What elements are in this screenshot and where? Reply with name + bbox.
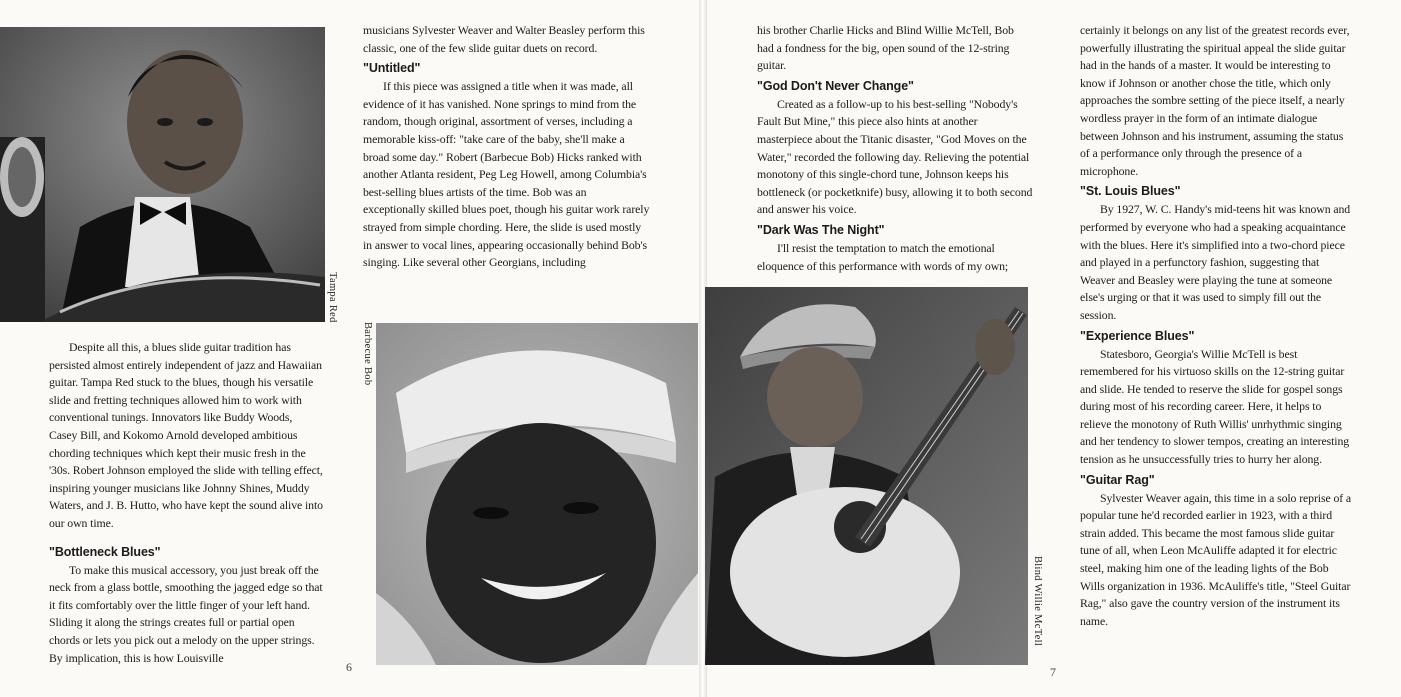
paragraph-god-dont-never-change: Created as a follow-up to his best-selling "Nobody's Fault But Mine," this piece also hints at another masterpiece about the Titanic disaster, "God Moves on the Water," recorded the following day. Relieving the potential monotony of this single-chord tune, Johnson keeps his bottleneck (or pocketknife) busy, allowing it to both second and answer his voice. bbox=[757, 96, 1033, 217]
paragraph-weaver-beasley: musicians Sylvester Weaver and Walter Beasley perform this classic, one of the few slide guitar duets on record. bbox=[363, 23, 645, 55]
heading-experience-blues: "Experience Blues" bbox=[1080, 328, 1195, 343]
heading-guitar-rag: "Guitar Rag" bbox=[1080, 472, 1155, 487]
photo-blind-willie-mctell bbox=[705, 287, 1028, 665]
caption-barbecue-bob: Barbecue Bob bbox=[362, 322, 373, 386]
column-right-d bbox=[1080, 22, 1352, 630]
column-left-a bbox=[49, 339, 323, 667]
page-number-right: 7 bbox=[1050, 665, 1056, 679]
blind-willie-mctell-portrait-image bbox=[705, 287, 1028, 665]
paragraph-slide-tradition: Despite all this, a blues slide guitar tradition has persisted almost entirely independent of jazz and Hawaiian guitar. Tampa Red stuck to the blues, though his versatile slide and fretting techniques allowed him to work with conventional tunings. Innovators like Buddy Woods, Casey Bill, and Kokomo Arnold developed ambitious chording techniques which kept their music fresh in the '30s. Robert Johnson employed the slide with telling effect, inspiring younger musicians like Johnny Shines, Muddy Waters, and J. B. Hutto, who have kept the sound alive into our own time. bbox=[49, 340, 323, 530]
paragraph-st-louis-blues: By 1927, W. C. Handy's mid-teens hit was known and performed by everyone who had a speaking acquaintance with the blues. Here it's simplified into a two-chord piece and played in a perfunctory fashion, suggesting that Weaver and Beasley were playing the tune at someone else's urging or that it was used to simply fill out the session. bbox=[1080, 202, 1351, 322]
caption-blind-willie-mctell: Blind Willie McTell bbox=[1032, 556, 1043, 647]
paragraph-dark-was-the-night: I'll resist the temptation to match the emotional eloquence of this performance with words of my own; bbox=[757, 240, 1009, 273]
barbecue-bob-portrait-image bbox=[376, 323, 698, 665]
page-number-left: 6 bbox=[346, 660, 352, 674]
heading-god-dont-never-change: "God Don't Never Change" bbox=[757, 78, 914, 93]
paragraph-guitar-rag: Sylvester Weaver again, this time in a solo reprise of a popular tune he'd recorded earlier in 1923, with a third strain added. This became the most famous slide guitar tune of all, when Leon McAuliffe adapted it for electric steel, making him one of the leading lights of the Bob Wills organization in 1936. McAuliffe's title, "Steel Guitar Rag," also gave the country version of the instrument its name. bbox=[1080, 490, 1352, 628]
heading-untitled: "Untitled" bbox=[363, 61, 421, 76]
paragraph-untitled: If this piece was assigned a title when it was made, all evidence of it has vanished. None springs to mind from the random, though original, assortment of verses, including a memorable kiss-off: "take care of the baby, she'll make a broad some day." Robert (Barbecue Bob) Hicks ranked with another Atlanta resident, Peg Leg Howell, among Columbia's best-selling blues artists of the time. Bob was an exceptionally skilled blues poet, though his guitar work rarely strayed from simple chording. Here, the slide is used mostly in answer to vocal lines, appearing occasionally behind Bob's singing. Like several other Georgians, including bbox=[363, 79, 650, 270]
heading-st-louis-blues: "St. Louis Blues" bbox=[1080, 184, 1181, 199]
heading-dark-was-the-night: "Dark Was The Night" bbox=[757, 222, 885, 237]
paragraph-bottleneck: To make this musical accessory, you just break off the neck from a glass bottle, smoothing the jagged edge so that it fits comfortably over the little finger of your left hand. Sliding it along the strings creates full or partial open chords or lets you pick out a melody on the upper strings. By implication, this is how Louisville bbox=[49, 562, 323, 665]
column-right-c bbox=[757, 22, 1033, 275]
heading-bottleneck-blues: "Bottleneck Blues" bbox=[49, 544, 161, 559]
paragraph-greatest-records: certainly it belongs on any list of the greatest records ever, powerfully illustrating the spiritual appeal the slide guitar had in the hands of a master. It would be interesting to know if Johnson or another chose the title, which only approaches the sombre setting of the piece itself, a nearly wordless prayer in the form of an intimate dialogue between Johnson and his instrument, assuming the status of a performance only through the presence of a microphone. bbox=[1080, 23, 1350, 178]
photo-tampa-red bbox=[0, 27, 325, 322]
paragraph-experience-blues: Statesboro, Georgia's Willie McTell is best remembered for his virtuoso skills on the 12-string guitar and slide. He tended to reserve the slide for gospel songs during most of his recording career. Here, it helps to relieve the monotony of Ruth Willis' unrhythmic singing and her tendency to slower tempos, creating an interesting tension as he unsuccessfully tries to hurry her along. bbox=[1080, 346, 1350, 467]
photo-barbecue-bob bbox=[376, 323, 698, 665]
paragraph-charlie-hicks: his brother Charlie Hicks and Blind Willie McTell, Bob had a fondness for the big, open sound of the 12-string guitar. bbox=[757, 23, 1014, 73]
caption-tampa-red: Tampa Red bbox=[327, 272, 338, 323]
column-left-b bbox=[363, 22, 651, 272]
tampa-red-portrait-image bbox=[0, 27, 325, 322]
